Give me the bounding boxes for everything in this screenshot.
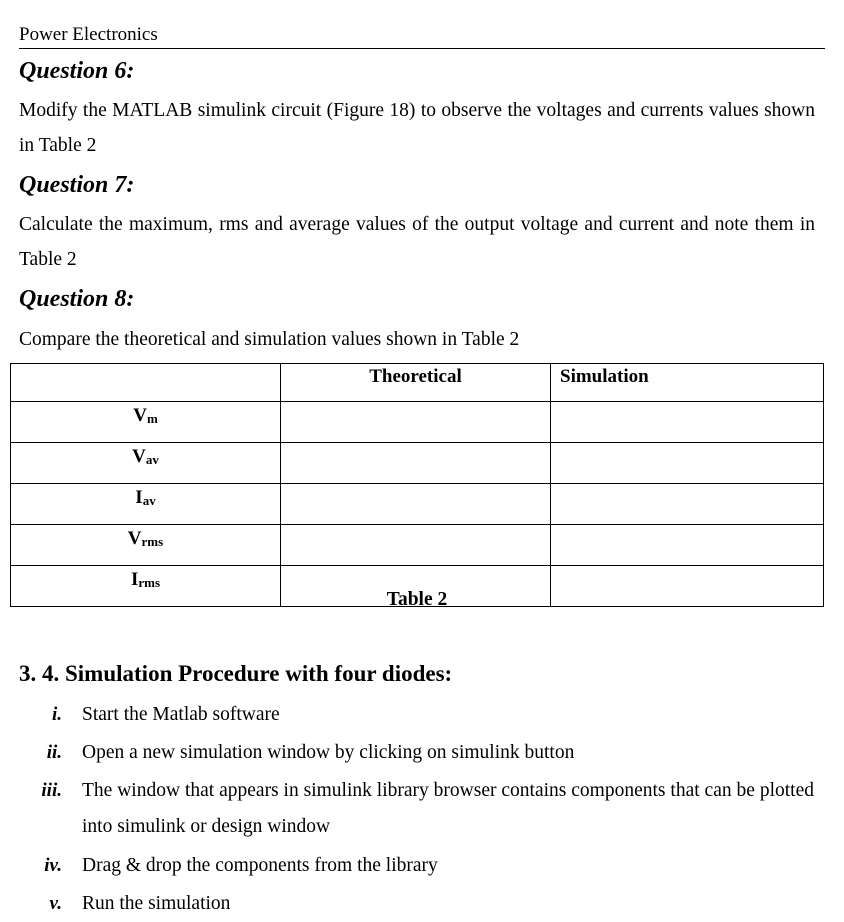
cell-theoretical bbox=[281, 525, 551, 566]
cell-theoretical bbox=[281, 484, 551, 525]
step-number: ii. bbox=[46, 742, 62, 763]
question-6-text: Modify the MATLAB simulink circuit (Figure 18) to observe the voltages and currents values shown in Table 2 bbox=[19, 100, 815, 156]
step-text: Drag & drop the components from the library bbox=[82, 855, 438, 876]
question-7-heading: Question 7: bbox=[19, 172, 135, 198]
table-row bbox=[11, 402, 824, 443]
row-label-vrms bbox=[11, 525, 281, 566]
step-number: i. bbox=[51, 704, 62, 725]
cell-simulation bbox=[551, 484, 824, 525]
step-number: iv. bbox=[44, 855, 62, 876]
cell-simulation bbox=[551, 443, 824, 484]
row-symbol: V bbox=[133, 405, 147, 426]
step-number: iii. bbox=[41, 780, 62, 801]
question-7-text: Calculate the maximum, rms and average values of the output voltage and current and note them in Table 2 bbox=[19, 214, 815, 270]
row-subscript: rms bbox=[141, 534, 164, 549]
row-symbol: V bbox=[127, 528, 142, 549]
step-number: v. bbox=[49, 893, 62, 914]
row-subscript: av bbox=[145, 452, 159, 467]
cell-theoretical bbox=[281, 443, 551, 484]
question-6-heading: Question 6: bbox=[19, 58, 135, 84]
step-text: Open a new simulation window by clicking on simulink button bbox=[82, 742, 575, 763]
cell-theoretical bbox=[281, 402, 551, 443]
table-header-theoretical: Theoretical bbox=[281, 364, 551, 402]
table-caption: Table 2 bbox=[386, 589, 448, 610]
row-symbol: V bbox=[132, 446, 146, 467]
row-symbol: I bbox=[130, 569, 139, 590]
cell-simulation bbox=[551, 525, 824, 566]
table-2 bbox=[10, 363, 824, 607]
table-row bbox=[11, 443, 824, 484]
table-header-simulation: Simulation bbox=[551, 364, 824, 402]
row-subscript: rms bbox=[138, 575, 161, 590]
row-symbol: I bbox=[135, 487, 143, 508]
question-8-text: Compare the theoretical and simulation values shown in Table 2 bbox=[19, 329, 520, 350]
step-text: Start the Matlab software bbox=[82, 704, 280, 725]
row-subscript: av bbox=[142, 493, 156, 508]
row-label-iav bbox=[11, 484, 281, 525]
table-row bbox=[11, 525, 824, 566]
row-label-vm bbox=[11, 402, 281, 443]
row-subscript: m bbox=[146, 411, 158, 426]
step-text: Run the simulation bbox=[82, 893, 231, 914]
question-8-heading: Question 8: bbox=[19, 286, 135, 312]
table-header-row bbox=[11, 364, 824, 402]
page-header: Power Electronics bbox=[19, 24, 825, 49]
step-text: The window that appears in simulink library browser contains components that can be plotted into simulink or design window bbox=[82, 780, 814, 837]
table-header-empty bbox=[11, 364, 281, 402]
section-heading: 3. 4. Simulation Procedure with four diodes: bbox=[19, 661, 453, 686]
table-row bbox=[11, 484, 824, 525]
row-label-vav bbox=[11, 443, 281, 484]
cell-simulation bbox=[551, 402, 824, 443]
